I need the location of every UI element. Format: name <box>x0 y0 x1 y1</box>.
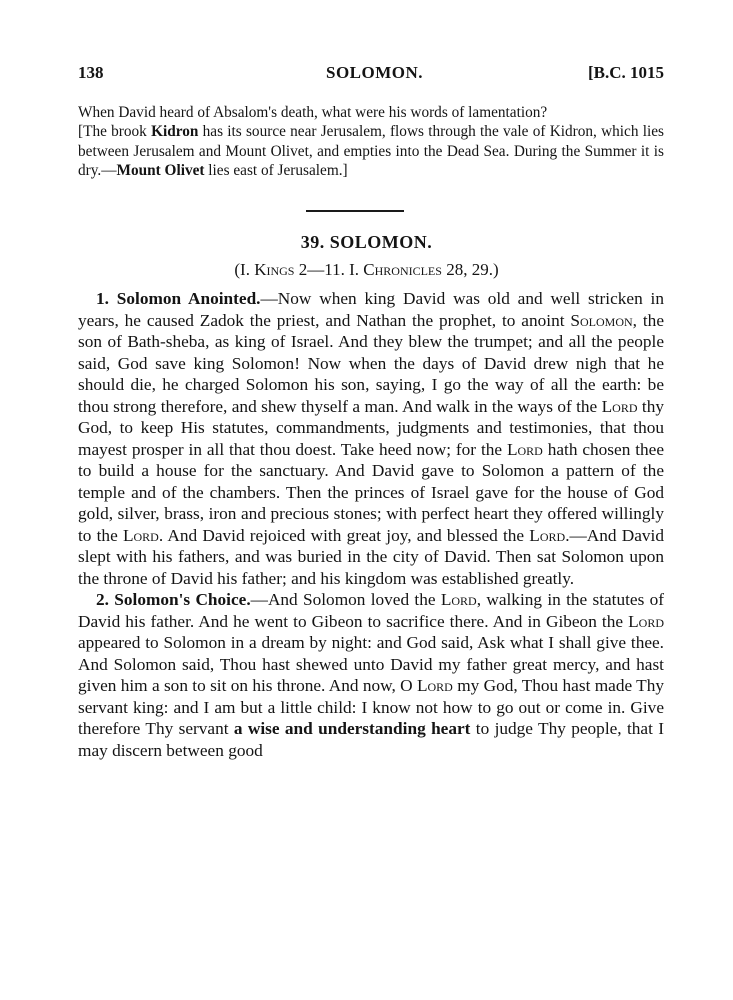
page-number: 138 <box>78 63 104 82</box>
running-header <box>78 63 664 87</box>
paragraph-solomons-choice <box>78 589 664 761</box>
paragraph-heading: Solomon Anointed. <box>116 289 261 308</box>
note-text: [The brook <box>78 123 152 141</box>
paragraph-solomon-anointed <box>78 288 664 589</box>
date-marker: [B.C. 1015 <box>587 63 664 82</box>
ref-book-kings: Kings <box>254 260 295 279</box>
small-caps-lord: Lord <box>440 590 477 609</box>
ref-text: 2—11. I. <box>294 260 364 279</box>
emphasized-phrase: a wise and understanding heart <box>233 719 471 738</box>
note-term-mount-olivet: Mount Olivet <box>116 161 205 179</box>
paragraph-number: 2. <box>96 590 109 609</box>
paragraph-text: .—And David slept with his fathers, and was buried in the city of David. Then sat Solomon upon the throne of David his father; and his kingdom was established greatly. <box>78 525 664 588</box>
paragraph-text: thy God, to keep His statutes, commandments, judgments and testimonies, that thou mayest prosper in all that thou doest. Take heed now; for the <box>78 396 664 459</box>
paragraph-text: . And David rejoiced with great joy, and blessed the <box>158 525 530 545</box>
small-caps-lord: Lord <box>601 396 638 416</box>
scripture-reference <box>0 260 733 280</box>
section-body <box>78 288 664 761</box>
small-caps-name: Solomon <box>570 310 633 330</box>
geographic-note <box>78 122 664 180</box>
small-caps-lord: Lord <box>529 525 566 545</box>
paragraph-text: —Now when king David was old and well stricken in years, he caused Zadok the priest, and Nathan the prophet, to anoint <box>78 289 664 330</box>
paragraph-text: hath chosen thee to build a house for the sanctuary. And David gave to Solomon a pattern of the temple and of the chambers. Then the princes of Israel gave for the house of God gold, silver, brass, iron and precious stones; with perfect heart they offered willingly to the <box>78 439 665 545</box>
paragraph-text: to judge Thy people, that I may discern between good <box>78 719 664 760</box>
note-text: has its source near Jerusalem, flows through the vale of Kidron, which lies between Jerusalem and Mount Olivet, and empties into the Dead Sea. During the Summer it is dry.— <box>78 123 664 179</box>
section-divider <box>306 210 404 212</box>
paragraph-text: , walking in the statutes of David his father. And he went to Gibeon to sacrifice there. And in Gibeon the <box>78 590 665 631</box>
small-caps-lord: Lord <box>506 439 543 459</box>
ref-text: 28, 29.) <box>441 260 499 279</box>
review-question: When David heard of Absalom's death, what were his words of lamentation? <box>78 104 548 121</box>
paragraph-text: my God, Thou hast made Thy servant king: and I am but a little child: I know not how to go out or come in. Give therefore Thy servant <box>78 676 665 738</box>
running-title: SOLOMON. <box>326 63 424 82</box>
note-term-kidron: Kidron <box>151 123 199 141</box>
small-caps-lord: Lord <box>416 676 453 695</box>
paragraph-text: —And Solomon loved the <box>250 590 441 609</box>
previous-section-notes <box>78 103 664 180</box>
paragraph-heading: Solomon's Choice. <box>114 590 251 609</box>
paragraph-text: appeared to Solomon in a dream by night: and God said, Ask what I shall give thee. And Solomon said, Thou hast shewed unto David my father great mercy, and hast given him a son to sit on his throne. And now, O <box>78 633 664 695</box>
ref-text: (I. <box>234 260 255 279</box>
small-caps-lord: Lord <box>628 611 664 631</box>
note-text: lies east of Jerusalem.] <box>204 161 348 179</box>
paragraph-text: , the son of Bath-sheba, as king of Israel. And they blew the trumpet; and all the people said, God save king Solomon! Now when the days of David drew nigh that he should die, he charged Solomon his son, saying, I go the way of all the earth: be thou strong therefore, and shew thyself a man. And walk in the ways of the <box>78 310 664 416</box>
section-title: 39. SOLOMON. <box>300 232 433 252</box>
ref-book-chronicles: Chronicles <box>363 260 442 279</box>
paragraph-number: 1. <box>96 289 109 308</box>
small-caps-lord: Lord <box>122 525 159 545</box>
